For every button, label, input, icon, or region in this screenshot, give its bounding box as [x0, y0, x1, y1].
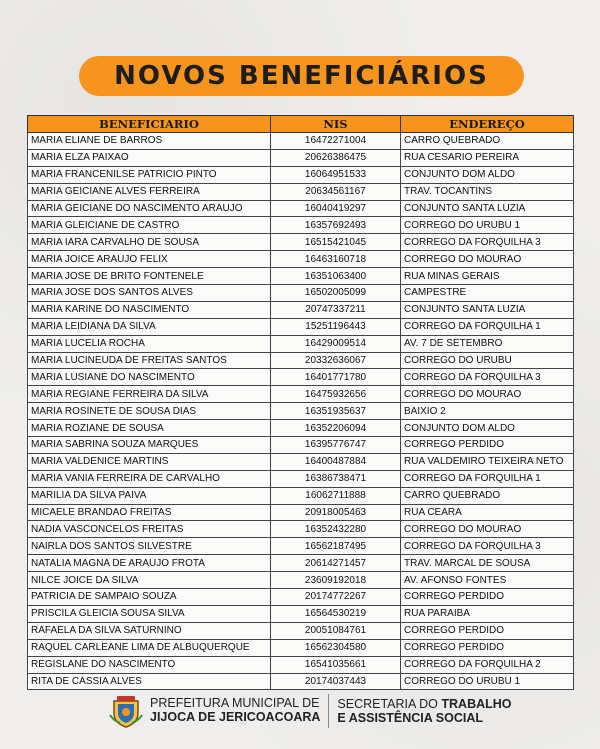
cell-nis: 20174037443 — [271, 673, 401, 690]
table-row — [28, 589, 574, 606]
cell-endereco: CORREGO DA FORQUILHA 3 — [401, 538, 574, 555]
cell-beneficiario: MARIA IARA CARVALHO DE SOUSA — [28, 234, 271, 251]
cell-nis: 20174772267 — [271, 589, 401, 606]
cell-nis: 16357692493 — [271, 217, 401, 234]
cell-endereco: RUA CEARA — [401, 504, 574, 521]
cell-endereco: CORREGO DA FORQUILHA 1 — [401, 470, 574, 487]
cell-endereco: CORREGO PERDIDO — [401, 437, 574, 454]
cell-nis: 16401771780 — [271, 369, 401, 386]
table-row — [28, 183, 574, 200]
cell-beneficiario: MARIA LUCINEUDA DE FREITAS SANTOS — [28, 352, 271, 369]
cell-endereco: CORREGO PERDIDO — [401, 639, 574, 656]
cell-endereco: CAMPESTRE — [401, 285, 574, 302]
cell-nis: 16062711888 — [271, 487, 401, 504]
cell-nis: 20332636067 — [271, 352, 401, 369]
table-row — [28, 166, 574, 183]
cell-beneficiario: MARILIA DA SILVA PAIVA — [28, 487, 271, 504]
cell-endereco: TRAV. MARCAL DE SOUSA — [401, 555, 574, 572]
cell-beneficiario: PATRICIA DE SAMPAIO SOUZA — [28, 589, 271, 606]
cell-endereco: CARRO QUEBRADO — [401, 133, 574, 150]
table-row — [28, 555, 574, 572]
table-row — [28, 318, 574, 335]
cell-endereco: CORREGO DO MOURAO — [401, 521, 574, 538]
table-row — [28, 217, 574, 234]
cell-endereco: AV. AFONSO FONTES — [401, 572, 574, 589]
secretaria-line2: E ASSISTÊNCIA SOCIAL — [337, 711, 484, 725]
cell-nis: 16475932656 — [271, 386, 401, 403]
title-banner — [79, 56, 524, 96]
cell-endereco: CONJUNTO SANTA LUZIA — [401, 301, 574, 318]
cell-nis: 16562187495 — [271, 538, 401, 555]
cell-beneficiario: MARIA VALDENICE MARTINS — [28, 453, 271, 470]
municipal-crest-icon — [108, 693, 144, 729]
cell-beneficiario: NADIA VASCONCELOS FREITAS — [28, 521, 271, 538]
prefeitura-line1: PREFEITURA MUNICIPAL DE — [150, 696, 320, 711]
cell-endereco: CARRO QUEBRADO — [401, 487, 574, 504]
header-beneficiario: BENEFICIARIO — [28, 116, 271, 133]
header-nis: NIS — [271, 116, 401, 133]
cell-endereco: RUA VALDEMIRO TEIXEIRA NETO — [401, 453, 574, 470]
cell-nis: 16429009514 — [271, 335, 401, 352]
cell-nis: 16395776747 — [271, 437, 401, 454]
table-row — [28, 639, 574, 656]
cell-beneficiario: MARIA VANIA FERREIRA DE CARVALHO — [28, 470, 271, 487]
cell-nis: 15251196443 — [271, 318, 401, 335]
cell-beneficiario: MARIA JOICE ARAUJO FELIX — [28, 251, 271, 268]
cell-beneficiario: NATALIA MAGNA DE ARAUJO FROTA — [28, 555, 271, 572]
cell-beneficiario: RAFAELA DA SILVA SATURNINO — [28, 622, 271, 639]
secretaria-label — [337, 697, 511, 726]
cell-nis: 16351063400 — [271, 268, 401, 285]
table-row — [28, 234, 574, 251]
cell-endereco: CORREGO DO MOURAO — [401, 251, 574, 268]
cell-endereco: CORREGO DO URUBU 1 — [401, 217, 574, 234]
cell-beneficiario: MARIA LUCELIA ROCHA — [28, 335, 271, 352]
table-row — [28, 453, 574, 470]
cell-beneficiario: RAQUEL CARLEANE LIMA DE ALBUQUERQUE — [28, 639, 271, 656]
cell-nis: 16541035661 — [271, 656, 401, 673]
cell-nis: 20918005463 — [271, 504, 401, 521]
cell-endereco: CORREGO PERDIDO — [401, 589, 574, 606]
cell-beneficiario: MARIA FRANCENILSE PATRICIO PINTO — [28, 166, 271, 183]
cell-nis: 16502005099 — [271, 285, 401, 302]
table-row — [28, 673, 574, 690]
table-row — [28, 200, 574, 217]
cell-endereco: CONJUNTO DOM ALDO — [401, 166, 574, 183]
beneficiaries-table — [27, 115, 574, 690]
cell-nis: 20634561167 — [271, 183, 401, 200]
cell-beneficiario: MARIA GEICIANE ALVES FERREIRA — [28, 183, 271, 200]
table-row — [28, 335, 574, 352]
cell-endereco: RUA MINAS GERAIS — [401, 268, 574, 285]
cell-nis: 20051084761 — [271, 622, 401, 639]
cell-beneficiario: MARIA JOSE DOS SANTOS ALVES — [28, 285, 271, 302]
cell-nis: 16352206094 — [271, 420, 401, 437]
cell-beneficiario: MARIA REGIANE FERREIRA DA SILVA — [28, 386, 271, 403]
cell-endereco: CORREGO PERDIDO — [401, 622, 574, 639]
table-row — [28, 403, 574, 420]
cell-nis: 16386738471 — [271, 470, 401, 487]
secretaria-line1b: TRABALHO — [441, 696, 512, 711]
page-title: NOVOS BENEFICIÁRIOS — [114, 61, 489, 91]
cell-endereco: CORREGO DO MOURAO — [401, 386, 574, 403]
table-row — [28, 437, 574, 454]
table-row — [28, 133, 574, 150]
footer-divider — [328, 694, 329, 728]
table-row — [28, 504, 574, 521]
cell-endereco: RUA PARAIBA — [401, 605, 574, 622]
table-row — [28, 251, 574, 268]
cell-nis: 23609192018 — [271, 572, 401, 589]
cell-endereco: CORREGO DO URUBU 1 — [401, 673, 574, 690]
table-row — [28, 622, 574, 639]
cell-endereco: CORREGO DA FORQUILHA 3 — [401, 234, 574, 251]
prefeitura-label — [150, 697, 320, 725]
cell-endereco: TRAV. TOCANTINS — [401, 183, 574, 200]
cell-endereco: BAIXIO 2 — [401, 403, 574, 420]
cell-beneficiario: MARIA GEICIANE DO NASCIMENTO ARAUJO — [28, 200, 271, 217]
table-row — [28, 352, 574, 369]
cell-beneficiario: MARIA ELIANE DE BARROS — [28, 133, 271, 150]
cell-beneficiario: RITA DE CASSIA ALVES — [28, 673, 271, 690]
cell-endereco: CORREGO DA FORQUILHA 1 — [401, 318, 574, 335]
cell-endereco: RUA CESARIO PEREIRA — [401, 149, 574, 166]
cell-endereco: CORREGO DO URUBU — [401, 352, 574, 369]
table-row — [28, 656, 574, 673]
cell-beneficiario: MARIA ROSINETE DE SOUSA DIAS — [28, 403, 271, 420]
cell-beneficiario: MARIA LEIDIANA DA SILVA — [28, 318, 271, 335]
table-row — [28, 572, 574, 589]
cell-endereco: CORREGO DA FORQUILHA 2 — [401, 656, 574, 673]
table-row — [28, 521, 574, 538]
cell-nis: 16564530219 — [271, 605, 401, 622]
table-row — [28, 470, 574, 487]
cell-nis: 16040419297 — [271, 200, 401, 217]
table-row — [28, 605, 574, 622]
cell-beneficiario: MARIA ELZA PAIXAO — [28, 149, 271, 166]
table-header-row — [28, 116, 574, 133]
cell-beneficiario: NILCE JOICE DA SILVA — [28, 572, 271, 589]
cell-beneficiario: MARIA KARINE DO NASCIMENTO — [28, 301, 271, 318]
cell-beneficiario: NAIRLA DOS SANTOS SILVESTRE — [28, 538, 271, 555]
cell-beneficiario: MARIA GLEICIANE DE CASTRO — [28, 217, 271, 234]
cell-nis: 16472271004 — [271, 133, 401, 150]
cell-beneficiario: MICAELE BRANDAO FREITAS — [28, 504, 271, 521]
cell-nis: 16351935637 — [271, 403, 401, 420]
cell-beneficiario: REGISLANE DO NASCIMENTO — [28, 656, 271, 673]
footer — [108, 692, 512, 730]
table-row — [28, 285, 574, 302]
cell-nis: 16352432280 — [271, 521, 401, 538]
prefeitura-line2: JIJOCA DE JERICOACOARA — [150, 710, 321, 724]
secretaria-line1a: SECRETARIA DO — [337, 696, 442, 711]
cell-nis: 16463160718 — [271, 251, 401, 268]
cell-beneficiario: MARIA JOSE DE BRITO FONTENELE — [28, 268, 271, 285]
cell-beneficiario: MARIA LUSIANE DO NASCIMENTO — [28, 369, 271, 386]
table-row — [28, 369, 574, 386]
cell-beneficiario: PRISCILA GLEICIA SOUSA SILVA — [28, 605, 271, 622]
table-row — [28, 386, 574, 403]
table-row — [28, 487, 574, 504]
cell-nis: 20614271457 — [271, 555, 401, 572]
secretaria-line1 — [337, 697, 511, 711]
cell-nis: 20626386475 — [271, 149, 401, 166]
table-row — [28, 149, 574, 166]
cell-nis: 20747337211 — [271, 301, 401, 318]
cell-endereco: CORREGO DA FORQUILHA 3 — [401, 369, 574, 386]
cell-nis: 16562304580 — [271, 639, 401, 656]
table-row — [28, 301, 574, 318]
header-endereco: ENDEREÇO — [401, 116, 574, 133]
table-row — [28, 420, 574, 437]
cell-nis: 16064951533 — [271, 166, 401, 183]
table-row — [28, 538, 574, 555]
cell-nis: 16515421045 — [271, 234, 401, 251]
cell-endereco: CONJUNTO SANTA LUZIA — [401, 200, 574, 217]
cell-endereco: CONJUNTO DOM ALDO — [401, 420, 574, 437]
cell-beneficiario: MARIA SABRINA SOUZA MARQUES — [28, 437, 271, 454]
cell-nis: 16400487884 — [271, 453, 401, 470]
cell-beneficiario: MARIA ROZIANE DE SOUSA — [28, 420, 271, 437]
cell-endereco: AV. 7 DE SETEMBRO — [401, 335, 574, 352]
table-row — [28, 268, 574, 285]
